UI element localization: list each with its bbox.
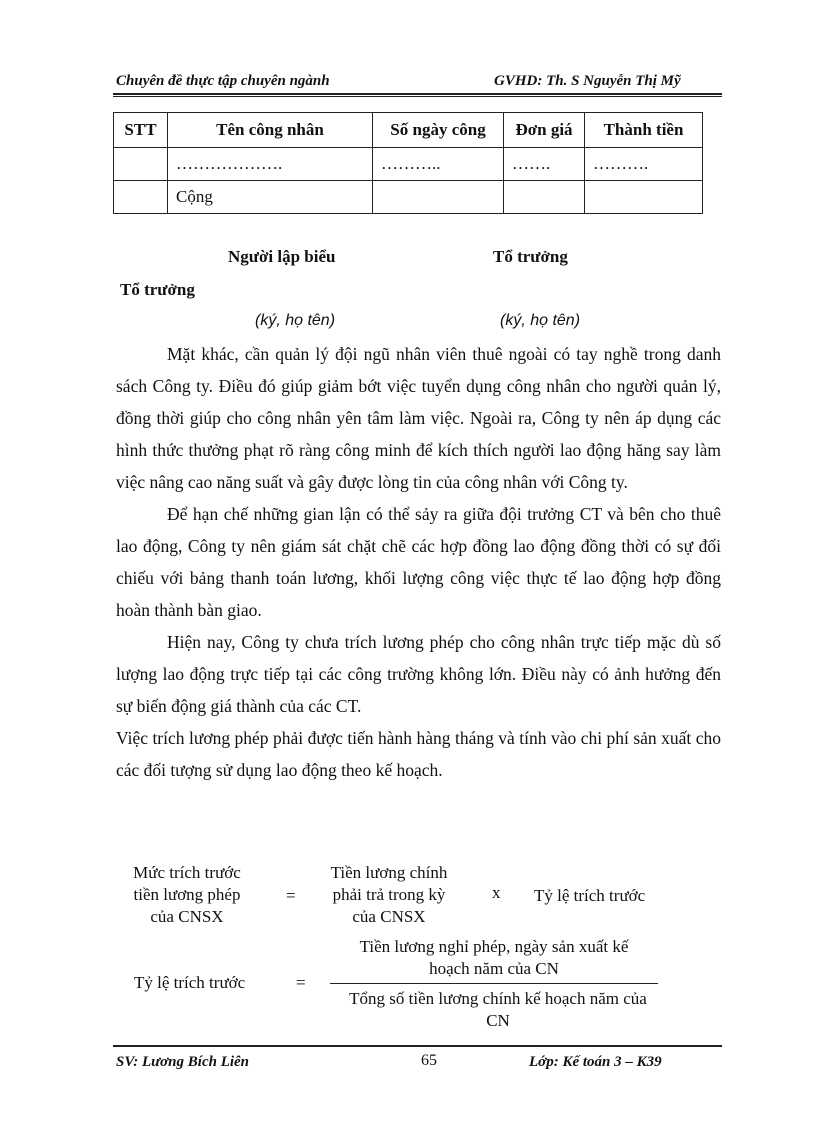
formula1-operator: x [492,883,501,902]
table-cell: ……. [504,148,585,181]
table-cell [585,181,703,214]
header-rule-thin [113,96,722,97]
paragraph: Để hạn chế những gian lận có thể sảy ra giữa đội trưởng CT và bên cho thuê lao động, Công ty nên giám sát chặt chẽ các hợp đồng lao động đồng thời có sự đối chiếu với bảng thanh toán lương, khối lượng công việc thực tế lao động hợp đồng hoàn thành bàn giao. [116,504,721,620]
formula-text: của CNSX [352,907,426,926]
header-left: Chuyên đề thực tập chuyên ngành [116,73,330,89]
paragraph: Mặt khác, cần quản lý đội ngũ nhân viên thuê ngoài có tay nghề trong danh sách Công ty. Điều đó giúp giảm bớt việc tuyển dụng công nhân cho người quản lý, đồng thời giúp cho công nhân yên tâm làm việc. Ngoài ra, Công ty nên áp dụng các hình thức thưởng phạt rõ ràng công minh để kích thích người lao động hăng say làm việc nâng cao năng suất và gây được lòng tin của công nhân với Công ty. [116,344,721,492]
page-number: 65 [421,1052,437,1069]
formula-text: phải trả trong kỳ [332,885,446,904]
table-row [114,148,703,181]
col-header: Thành tiền [585,113,703,148]
formula-text: CN [486,1011,510,1030]
header-right: GVHD: Th. S Nguyễn Thị Mỹ [494,73,681,89]
signature-preparer: Người lập biểu [228,247,336,266]
table-cell [114,148,168,181]
table-cell [114,181,168,214]
footer-rule [113,1045,722,1047]
paragraph: Hiện nay, Công ty chưa trích lương phép cho công nhân trực tiếp mặc dù số lượng lao động trực tiếp tại các công trường không lớn. Điều này có ảnh hưởng đến sự biến động giá thành của các CT. [116,632,721,716]
formula1-equals: = [286,886,296,905]
col-header: Đơn giá [504,113,585,148]
formula1-lhs [118,862,256,928]
table-cell: ……….. [373,148,504,181]
formula2-equals: = [296,973,306,992]
table-cell: Cộng [168,181,373,214]
paragraph: Việc trích lương phép phải được tiến hành hàng tháng và tính vào chi phí sản xuất cho các đối tượng sử dụng lao động theo kế hoạch. [116,728,721,780]
formula-text: Tổng số tiền lương chính kế hoạch năm của [349,989,647,1008]
table-cell [504,181,585,214]
table-cell [373,181,504,214]
footer-left: SV: Lương Bích Liên [116,1054,250,1070]
formula-text: của CNSX [150,907,224,926]
header-rule [113,93,722,95]
formula1-term2: Tỷ lệ trích trước [534,886,646,905]
col-header: Số ngày công [373,113,504,148]
footer-right: Lớp: Kế toán 3 – K39 [529,1054,662,1070]
signature-leader: Tổ trưởng [493,247,568,266]
signature-leader-note: (ký, họ tên) [500,312,581,329]
formula2-numerator [330,936,658,980]
table-header-row [114,113,703,148]
formula-text: tiền lương phép [133,885,241,904]
formula2-lhs: Tỷ lệ trích trước [134,973,246,992]
formula-text: Tiền lương chính [330,863,448,882]
signature-leader-repeat: Tổ trưởng [120,280,195,299]
table-row [114,181,703,214]
formula1-term1 [316,862,462,928]
formula-text: Mức trích trước [133,863,241,882]
table-cell: ………………. [168,148,373,181]
wage-table [113,112,703,214]
formula2-denominator [326,988,670,1032]
formula-text: Tiền lương nghỉ phép, ngày sản xuất kế [359,937,629,956]
body-text [116,338,721,786]
signature-preparer-note: (ký, họ tên) [255,312,336,329]
table-cell: ………. [585,148,703,181]
col-header: STT [114,113,168,148]
col-header: Tên công nhân [168,113,373,148]
formula-text: hoạch năm của CN [429,959,559,978]
fraction-bar [330,983,658,984]
